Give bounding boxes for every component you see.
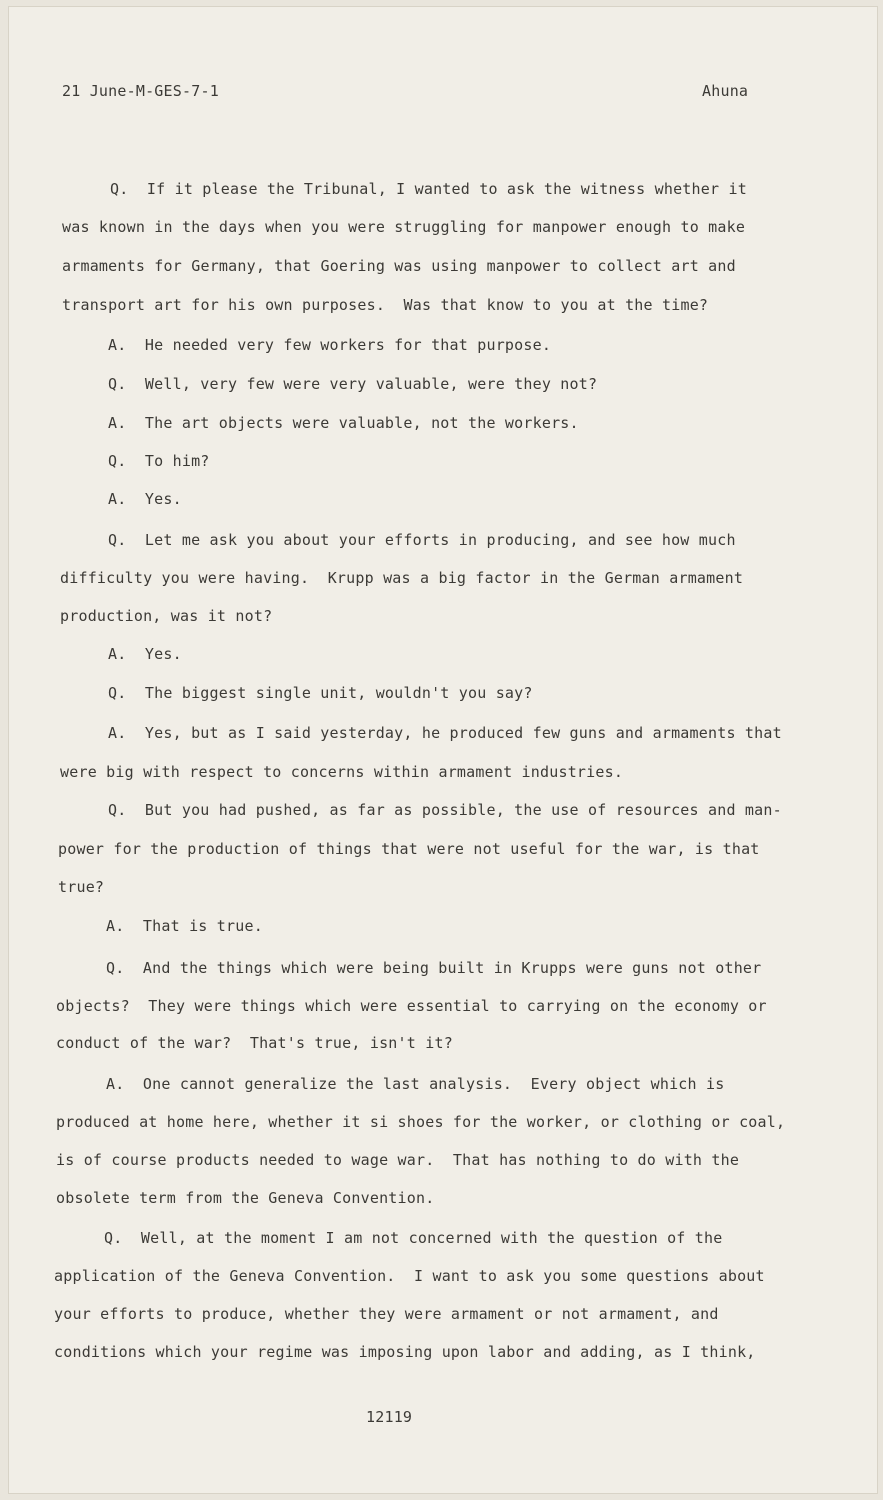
question-line: Q. To him? <box>108 452 210 470</box>
question-line: armaments for Germany, that Goering was using manpower to collect art and <box>62 257 736 275</box>
answer-line: is of course products needed to wage war. That has nothing to do with the <box>56 1151 740 1169</box>
question-line: Q. Let me ask you about your efforts in producing, and see how much <box>108 531 736 549</box>
question-line: Q. And the things which were being built in Krupps were guns not other <box>106 959 762 977</box>
question-line: was known in the days when you were struggling for manpower enough to make <box>62 218 746 236</box>
question-line: Q. Well, very few were very valuable, were they not? <box>108 375 598 393</box>
answer-line: A. Yes. <box>108 645 182 663</box>
question-line: your efforts to produce, whether they were armament or not armament, and <box>54 1305 719 1323</box>
answer-line: produced at home here, whether it si shoes for the worker, or clothing or coal, <box>56 1113 786 1131</box>
question-line: power for the production of things that were not useful for the war, is that <box>58 840 760 858</box>
question-line: conduct of the war? That's true, isn't it? <box>56 1034 453 1052</box>
question-line: objects? They were things which were essential to carrying on the economy or <box>56 997 767 1015</box>
question-line: Q. But you had pushed, as far as possible, the use of resources and man- <box>108 801 782 819</box>
page-number: 12119 <box>366 1408 413 1426</box>
answer-line: A. That is true. <box>106 917 263 935</box>
answer-line: were big with respect to concerns within armament industries. <box>60 763 624 781</box>
answer-line: A. Yes, but as I said yesterday, he produced few guns and armaments that <box>108 724 782 742</box>
question-line: difficulty you were having. Krupp was a big factor in the German armament <box>60 569 744 587</box>
question-line: transport art for his own purposes. Was that know to you at the time? <box>62 296 709 314</box>
question-line: Q. The biggest single unit, wouldn't you say? <box>108 684 533 702</box>
answer-line: obsolete term from the Geneva Convention. <box>56 1189 435 1207</box>
answer-line: A. Yes. <box>108 490 182 508</box>
question-line: application of the Geneva Convention. I want to ask you some questions about <box>54 1267 765 1285</box>
question-line: Q. Well, at the moment I am not concerned with the question of the <box>104 1229 723 1247</box>
question-line: production, was it not? <box>60 607 273 625</box>
question-line: Q. If it please the Tribunal, I wanted to ask the witness whether it <box>110 180 747 198</box>
document-reference: 21 June-M-GES-7-1 <box>62 82 219 100</box>
question-line: conditions which your regime was imposing upon labor and adding, as I think, <box>54 1343 756 1361</box>
answer-line: A. He needed very few workers for that purpose. <box>108 336 552 354</box>
question-line: true? <box>58 878 105 896</box>
reporter-name: Ahuna <box>702 82 749 100</box>
answer-line: A. One cannot generalize the last analysis. Every object which is <box>106 1075 725 1093</box>
answer-line: A. The art objects were valuable, not the workers. <box>108 414 579 432</box>
